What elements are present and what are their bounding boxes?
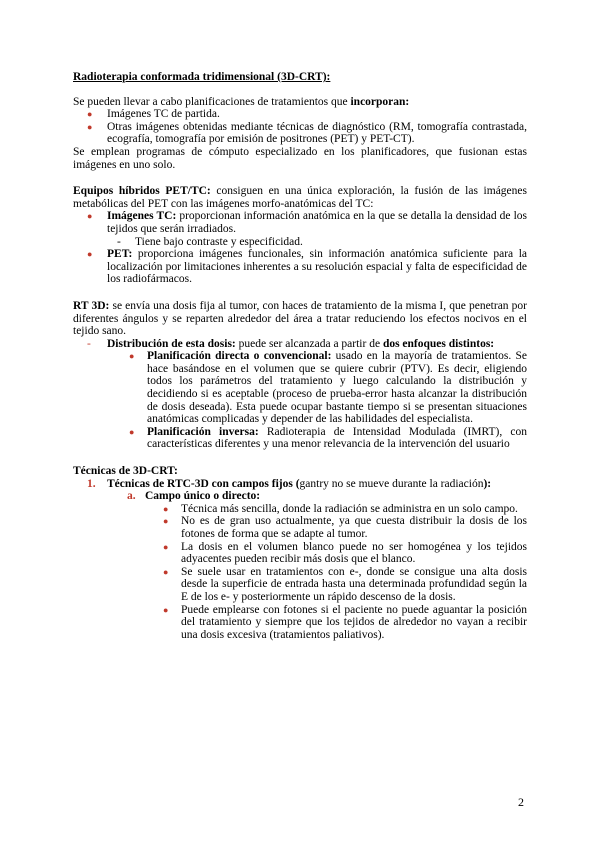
list-item: ● PET: proporciona imágenes funcionales, sin información anatómica suficiente para la localización por limitaciones inherentes a su resolución espacial y falta de especificidad de los radiofármacos.: [87, 248, 527, 286]
bullet-icon: ●: [87, 109, 93, 120]
page-number: 2: [518, 795, 524, 809]
list-item: - Tiene bajo contraste y especificidad.: [117, 235, 303, 248]
hybrid-list: [73, 210, 527, 286]
closing-paragraph: Se emplean programas de cómputo especializado en los planificadores, que fusionan estas imágenes en uno solo.: [73, 145, 527, 171]
list-item: ● Imágenes TC de partida.: [87, 108, 220, 121]
letter-marker: a.: [127, 490, 136, 503]
list-item: ● Planificación inversa: Radioterapia de Intensidad Modulada (IMRT), con características diferentes y una menor relevancia de la intervención del usuario: [129, 425, 527, 451]
list-item: a. Campo único o directo:: [127, 490, 261, 503]
list-item: - Distribución de esta dosis: puede ser alcanzada a partir de dos enfoques distintos:: [87, 337, 495, 350]
rt3d-paragraph: RT 3D: se envía una dosis fija al tumor, con haces de tratamiento de la misma I, que penetran por diferentes ángulos y se reparten alrededor del área a tratar reduciendo los efectos nocivos en el tejido sano.: [73, 299, 527, 338]
dash-icon: -: [117, 235, 121, 248]
intro-paragraph: Se pueden llevar a cabo planificaciones de tratamientos que incorporan:: [73, 95, 410, 108]
section-heading-3dcrt: Radioterapia conformada tridimensional (3D-CRT):: [73, 71, 331, 83]
list-item: ● Se suele usar en tratamientos con e-, donde se consigue una alta dosis desde la superficie de entrada hasta una determinada profundidad según la E de los e- y posteriormente un rápido descenso de la dosis.: [163, 565, 527, 603]
bullet-icon: ●: [129, 351, 135, 362]
bullet-icon: ●: [163, 516, 169, 527]
page-content: [73, 71, 527, 641]
bullet-icon: ●: [163, 604, 169, 615]
list-item: ● Técnica más sencilla, donde la radiación se administra en un solo campo.: [163, 502, 518, 515]
list-item: 1. Técnicas de RTC-3D con campos fijos (gantry no se mueve durante la radiación):: [87, 477, 492, 490]
list-item: ● No es de gran uso actualmente, ya que cuesta distribuir la dosis de los fotones de forma que se adapte al tumor.: [163, 515, 527, 540]
bullet-icon: ●: [87, 249, 93, 260]
bullet-icon: ●: [163, 566, 169, 577]
image-sources-list: [73, 108, 527, 146]
bullet-icon: ●: [87, 211, 93, 222]
list-item: ● Planificación directa o convencional: usado en la mayoría de tratamientos. Se hace basándose en el volumen que se quiere cubrir (PTV). Es decir, eligiendo todos los parámetros del tratamiento y luego calculando la distribución y decidiendo si es aceptable (proceso de prueba-error hasta alcanzar la distribución de dosis deseada). Esta puede ocupar bastante tiempo si se presentan situaciones anatómicas complicadas y depender de las habilidades del especialista.: [129, 350, 527, 426]
dash-icon: -: [87, 337, 91, 350]
bullet-icon: ●: [87, 121, 93, 132]
bullet-icon: ●: [163, 503, 169, 514]
bullet-icon: ●: [163, 541, 169, 552]
list-item: ● Puede emplearse con fotones si el paciente no puede aguantar la posición del tratamiento y siempre que los tejidos de alrededor no vayan a recibir una dosis excesiva (tratamientos paliativos).: [163, 603, 527, 641]
list-item: ● Imágenes TC: proporcionan información anatómica en la que se detalla la densidad de los tejidos que serán irradiados.: [87, 210, 527, 235]
hybrid-pet-tc-paragraph: Equipos híbridos PET/TC: consiguen en una única exploración, la fusión de las imágenes metabólicas del PET con las imágenes morfo-anatómicas del TC:: [73, 185, 527, 210]
techniques-list: [73, 478, 527, 642]
bullet-icon: ●: [129, 426, 135, 437]
techniques-heading: Técnicas de 3D-CRT:: [73, 465, 178, 478]
number-marker: 1.: [87, 477, 96, 490]
dose-distribution-list: [73, 338, 527, 451]
list-item: ● Otras imágenes obtenidas mediante técnicas de diagnóstico (RM, tomografía contrastada, ecografía, tomografía por emisión de positrones (PET) y PET-CT).: [87, 120, 527, 146]
list-item: ● La dosis en el volumen blanco puede no ser homogénea y los tejidos adyacentes pueden recibir más dosis que el blanco.: [163, 540, 527, 566]
